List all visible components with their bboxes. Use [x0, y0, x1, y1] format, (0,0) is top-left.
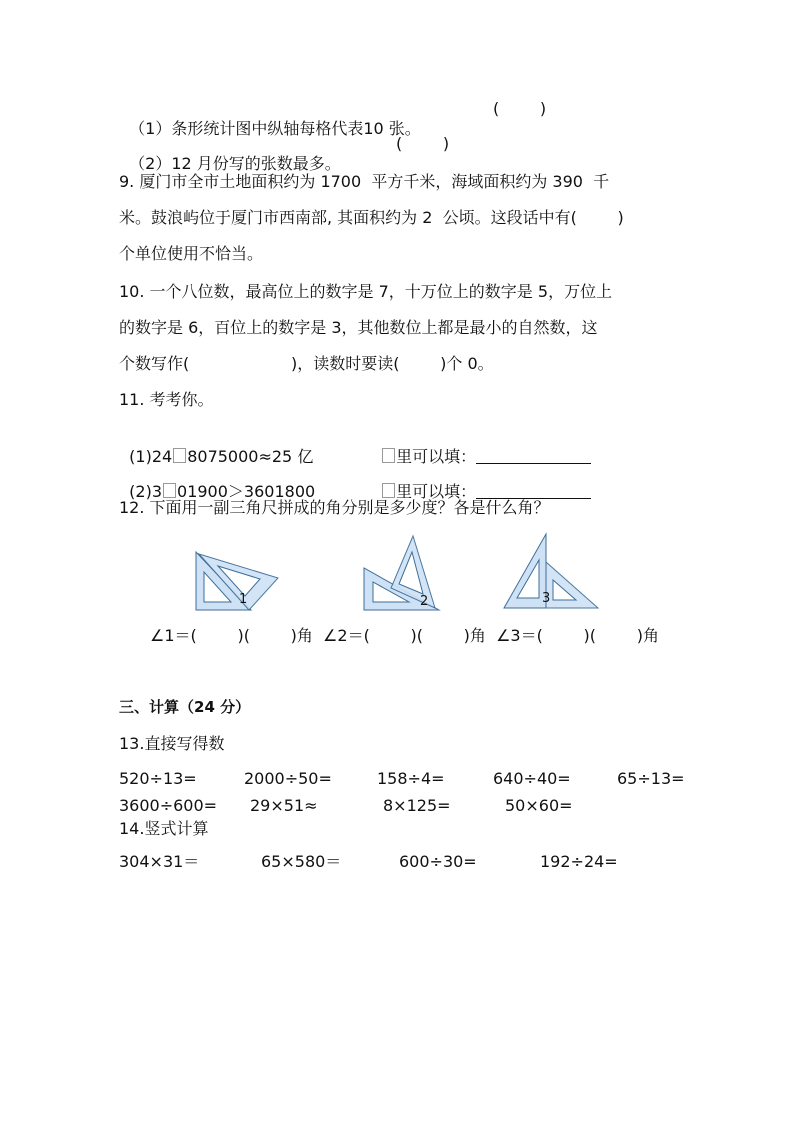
angle-label-2: 2	[420, 594, 429, 609]
q13-item: 640÷40=	[493, 769, 571, 788]
section-3-heading: 三、计算（24 分）	[119, 698, 251, 716]
triangle-figure-3	[501, 532, 601, 612]
q11-p1-prefix: (1)24	[129, 447, 173, 466]
q13-item: 158÷4=	[377, 769, 445, 788]
q14-title: 14.竖式计算	[119, 819, 209, 838]
q11-fill-label: 里可以填：	[396, 447, 477, 466]
q9-line-1: 9. 厦门市全市土地面积约为 1700 平方千米，海域面积约为 390 千	[119, 172, 610, 191]
q13-item: 65÷13=	[617, 769, 685, 788]
q11-title: 11. 考考你。	[119, 390, 214, 409]
q8-statement-1	[119, 99, 421, 139]
q12-title: 12. 下面用一副三角尺拼成的角分别是多少度？各是什么角？	[119, 498, 550, 517]
q11-part-2	[119, 462, 315, 502]
q11-part-1	[119, 427, 313, 467]
q13-item: 520÷13=	[119, 769, 197, 788]
q12-answer-row[interactable]: ∠1＝( )( )角 ∠2＝( )( )角 ∠3＝( )( )角	[150, 626, 659, 645]
q14-item: 600÷30=	[399, 852, 477, 871]
q8-s1-text: （1）条形统计图中纵轴每格代表10 张。	[129, 119, 421, 138]
q11-p2-suffix: 01900＞3601800	[177, 482, 316, 501]
empty-box-icon	[382, 448, 395, 463]
empty-box-icon[interactable]	[163, 483, 176, 498]
q14-item: 65×580＝	[261, 852, 342, 871]
answer-blank[interactable]	[476, 482, 591, 499]
q11-fill-label: 里可以填：	[396, 482, 477, 501]
q11-p2-prefix: (2)3	[129, 482, 163, 501]
q13-item: 8×125=	[383, 796, 451, 815]
q8-s2-text: （2）12 月份写的张数最多。	[129, 154, 341, 173]
q13-item: 2000÷50=	[244, 769, 332, 788]
triangle-figure-1	[193, 532, 283, 612]
q11-p1-suffix: 8075000≈25 亿	[187, 447, 314, 466]
q11-p1-fill	[371, 427, 591, 467]
q8-statement-2	[119, 134, 341, 174]
q10-line-1: 10. 一个八位数，最高位上的数字是 7，十万位上的数字是 5，万位上	[119, 282, 613, 301]
angle-label-3: 3	[542, 591, 551, 606]
q9-line-2: 米。鼓浪屿位于厦门市西南部, 其面积约为 2 公顷。这段话中有( )	[119, 208, 624, 227]
q14-item: 304×31＝	[119, 852, 200, 871]
triangle-figure-2	[361, 532, 446, 612]
q14-item: 192÷24=	[540, 852, 618, 871]
q13-item: 3600÷600=	[119, 796, 218, 815]
q10-line-3: 个数写作( )，读数时要读( )个 0。	[119, 354, 494, 373]
angle-label-1: 1	[239, 592, 248, 607]
q13-item: 50×60=	[505, 796, 573, 815]
q10-line-2: 的数字是 6，百位上的数字是 3，其他数位上都是最小的自然数，这	[119, 318, 598, 337]
q9-line-3: 个单位使用不恰当。	[119, 244, 264, 263]
empty-box-icon[interactable]	[173, 448, 186, 463]
q13-item: 29×51≈	[250, 796, 318, 815]
q8-s2-answer-paren[interactable]: ( )	[396, 134, 450, 153]
q13-title: 13.直接写得数	[119, 734, 225, 753]
empty-box-icon	[382, 483, 395, 498]
q8-s1-answer-paren[interactable]: ( )	[493, 99, 547, 118]
q11-p2-fill	[371, 462, 591, 502]
